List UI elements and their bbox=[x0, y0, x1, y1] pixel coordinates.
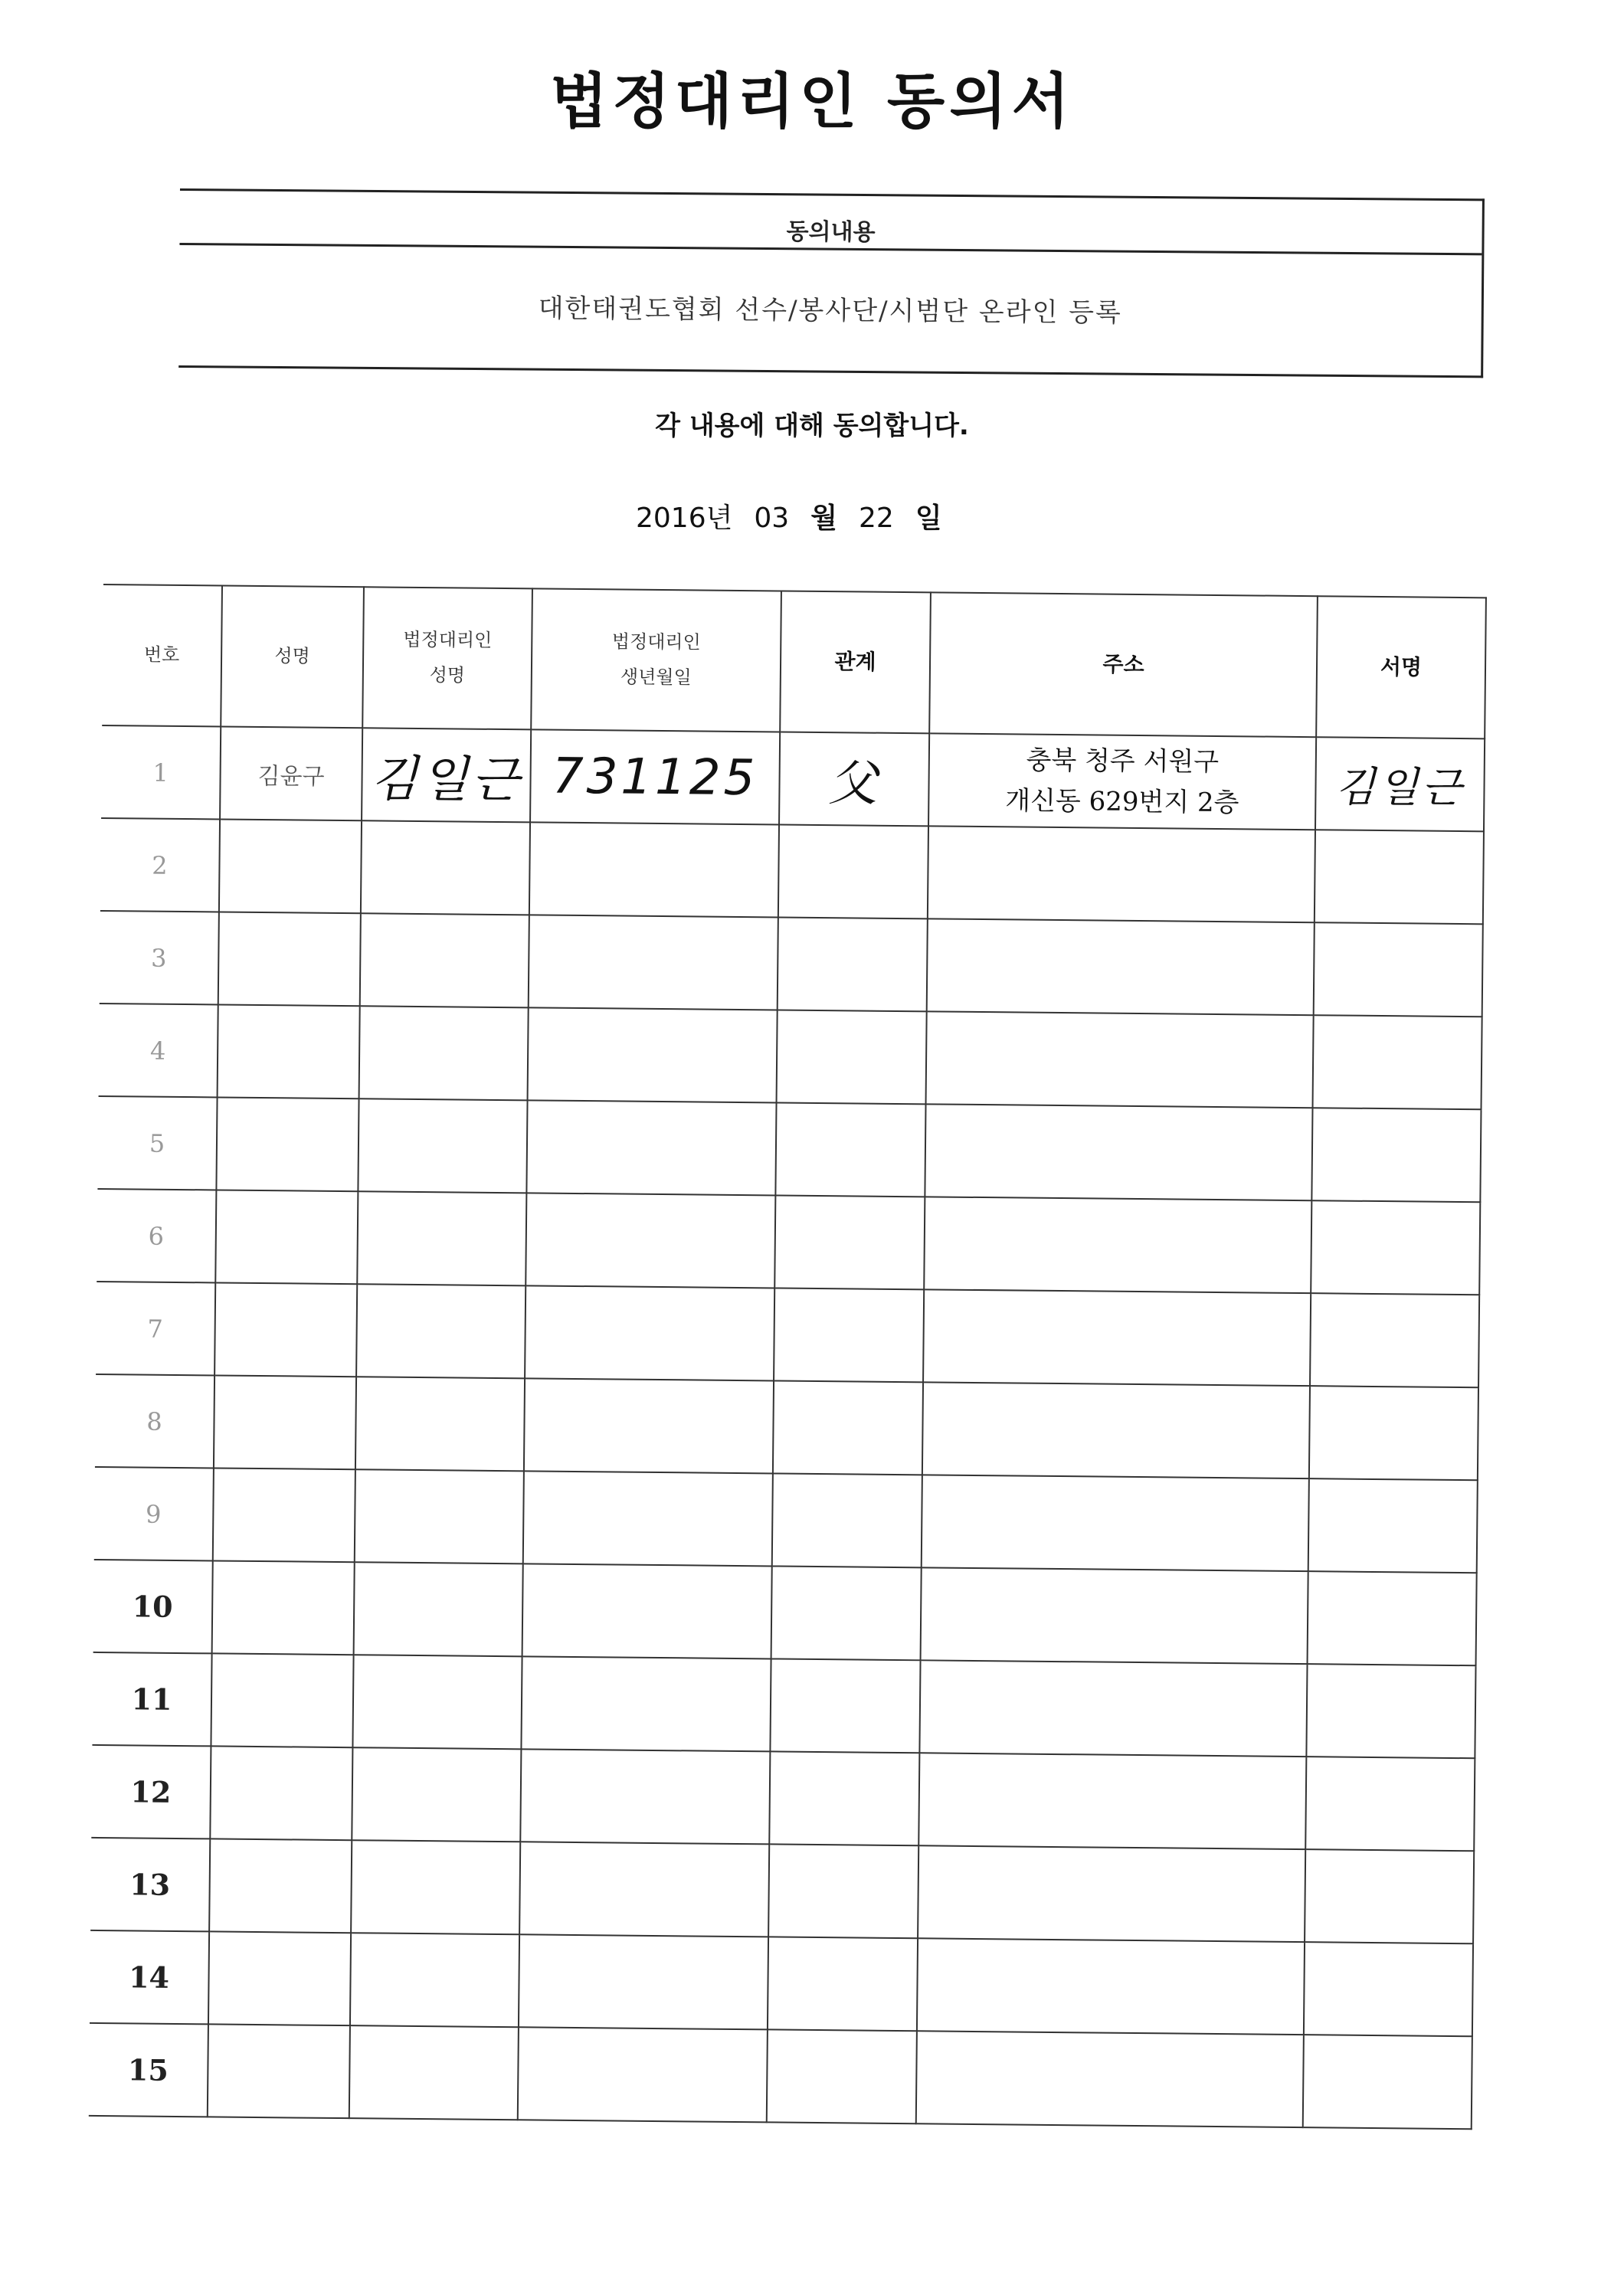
row-cell bbox=[1305, 1757, 1475, 1851]
date-month-unit: 월 bbox=[810, 503, 837, 534]
header-guardian-birth bbox=[531, 588, 781, 732]
row-cell bbox=[361, 820, 530, 915]
row-cell bbox=[1311, 1108, 1481, 1202]
row-cell bbox=[1311, 1200, 1480, 1295]
row-cell bbox=[771, 1566, 922, 1660]
table-row bbox=[95, 1374, 1478, 1480]
consent-content-box bbox=[178, 188, 1485, 378]
row-cell bbox=[927, 918, 1315, 1015]
row-cell bbox=[523, 1471, 773, 1566]
row-cell bbox=[1308, 1571, 1477, 1665]
row-cell bbox=[777, 1010, 927, 1104]
row-guardian-name-handwritten: 김일근 bbox=[362, 728, 531, 822]
row-cell bbox=[211, 1653, 353, 1747]
table-row bbox=[97, 1189, 1480, 1295]
row-cell bbox=[921, 1567, 1308, 1664]
row-number: 11 bbox=[92, 1652, 211, 1746]
row-number: 14 bbox=[90, 1930, 209, 2024]
row-cell bbox=[1313, 1015, 1482, 1109]
row-name: 김윤구 bbox=[220, 726, 362, 820]
row-cell bbox=[529, 915, 778, 1010]
row-cell bbox=[208, 2024, 350, 2118]
row-cell bbox=[916, 2031, 1304, 2127]
row-cell bbox=[774, 1195, 925, 1289]
row-address bbox=[928, 733, 1316, 830]
row-cell bbox=[1314, 922, 1483, 1017]
header-no: 번호 bbox=[102, 584, 222, 726]
row-cell bbox=[524, 1378, 774, 1473]
row-number: 10 bbox=[93, 1560, 213, 1653]
row-address-line2: 개신동 629번지 2층 bbox=[1005, 784, 1239, 818]
row-number: 5 bbox=[97, 1096, 217, 1190]
header-guardian-name-line2: 성명 bbox=[429, 664, 466, 686]
row-cell bbox=[918, 1753, 1306, 1849]
row-cell bbox=[528, 1007, 778, 1102]
row-cell bbox=[218, 1004, 360, 1099]
row-cell bbox=[358, 1099, 527, 1193]
row-cell bbox=[767, 2029, 917, 2123]
row-cell bbox=[519, 1842, 769, 1937]
row-cell bbox=[216, 1097, 359, 1191]
table-row bbox=[94, 1467, 1478, 1573]
row-cell bbox=[922, 1475, 1309, 1571]
row-cell bbox=[208, 1931, 351, 2025]
row-cell bbox=[1310, 1293, 1479, 1387]
row-cell bbox=[774, 1288, 924, 1382]
consent-text: 대한태권도협회 선수/봉사단/시범단 온라인 등록 bbox=[538, 293, 1123, 329]
table-row bbox=[91, 1745, 1475, 1851]
row-signature: 김일근 bbox=[1315, 737, 1485, 831]
row-cell bbox=[219, 819, 362, 913]
row-cell bbox=[352, 1747, 521, 1842]
row-cell bbox=[1306, 1664, 1475, 1758]
signature-table-wrap bbox=[89, 584, 1486, 2130]
row-number: 13 bbox=[90, 1838, 210, 1931]
date-year: 2016년 bbox=[636, 503, 733, 534]
row-cell bbox=[350, 1933, 519, 2027]
row-address-line1: 충북 청주 서원구 bbox=[1026, 745, 1220, 778]
row-cell bbox=[1304, 1942, 1473, 2036]
row-cell bbox=[522, 1563, 772, 1658]
table-row bbox=[97, 1096, 1481, 1202]
row-cell bbox=[214, 1375, 356, 1469]
row-cell bbox=[520, 1749, 770, 1844]
header-address: 주소 bbox=[929, 592, 1318, 737]
row-cell bbox=[917, 1938, 1305, 2035]
table-row bbox=[92, 1652, 1475, 1758]
row-number: 2 bbox=[100, 818, 220, 912]
row-cell bbox=[355, 1469, 524, 1563]
consent-date bbox=[636, 496, 942, 535]
row-cell bbox=[924, 1197, 1311, 1293]
row-number: 7 bbox=[96, 1282, 215, 1375]
header-signature: 서명 bbox=[1316, 596, 1486, 738]
row-number: 9 bbox=[94, 1467, 214, 1560]
row-cell bbox=[773, 1380, 923, 1475]
row-cell bbox=[215, 1190, 358, 1284]
row-number: 15 bbox=[89, 2023, 208, 2117]
row-cell bbox=[360, 913, 529, 1007]
row-number: 12 bbox=[91, 1745, 211, 1839]
row-number: 3 bbox=[100, 911, 219, 1004]
table-row bbox=[96, 1282, 1479, 1387]
agreement-statement: 각 내용에 대해 동의합니다. bbox=[655, 411, 969, 441]
row-number: 4 bbox=[99, 1004, 218, 1097]
row-cell bbox=[768, 1937, 918, 2031]
consent-header: 동의내용 bbox=[179, 206, 1482, 255]
row-cell bbox=[213, 1468, 355, 1562]
row-cell bbox=[918, 1845, 1305, 1942]
table-row bbox=[93, 1560, 1477, 1665]
row-cell bbox=[352, 1655, 522, 1749]
date-day: 22 bbox=[859, 503, 894, 534]
row-cell bbox=[1309, 1386, 1478, 1480]
row-cell bbox=[521, 1656, 771, 1751]
header-relation: 관계 bbox=[780, 591, 931, 733]
row-cell bbox=[209, 1839, 352, 1933]
row-cell bbox=[1305, 1849, 1474, 1943]
table-row bbox=[100, 818, 1484, 924]
row-cell bbox=[355, 1377, 525, 1471]
row-cell bbox=[928, 826, 1315, 922]
row-cell bbox=[778, 917, 928, 1011]
row-number: 1 bbox=[101, 725, 221, 819]
row-number: 6 bbox=[97, 1189, 216, 1282]
document-title: 법정대리인 동의서 bbox=[550, 67, 1074, 136]
row-cell bbox=[351, 1840, 520, 1934]
row-cell bbox=[218, 912, 361, 1006]
row-cell bbox=[769, 1751, 919, 1845]
row-cell bbox=[518, 2027, 768, 2122]
row-cell bbox=[526, 1193, 775, 1288]
row-cell bbox=[1303, 2035, 1472, 2129]
date-month: 03 bbox=[754, 503, 790, 534]
row-cell bbox=[1315, 830, 1484, 924]
row-cell bbox=[926, 1011, 1314, 1108]
row-cell bbox=[525, 1285, 774, 1380]
row-cell bbox=[778, 824, 928, 918]
table-row bbox=[100, 911, 1483, 1017]
header-guardian-birth-line2: 생년월일 bbox=[620, 666, 692, 689]
row-cell bbox=[772, 1473, 922, 1567]
table-row bbox=[90, 1838, 1474, 1943]
row-number: 8 bbox=[95, 1374, 214, 1468]
row-cell bbox=[768, 1844, 918, 1938]
table-row bbox=[99, 1004, 1482, 1109]
row-cell bbox=[919, 1660, 1307, 1757]
header-name: 성명 bbox=[221, 585, 364, 728]
row-cell bbox=[529, 822, 779, 917]
row-relation-handwritten: 父 bbox=[779, 732, 929, 826]
row-cell bbox=[775, 1102, 925, 1197]
table-row bbox=[89, 2023, 1472, 2129]
row-cell bbox=[925, 1104, 1312, 1200]
table-header-row bbox=[102, 584, 1486, 738]
row-cell bbox=[923, 1289, 1311, 1386]
row-cell bbox=[212, 1560, 355, 1655]
header-guardian-birth-line1: 법정대리인 bbox=[611, 630, 701, 653]
row-cell bbox=[354, 1562, 523, 1656]
row-cell bbox=[526, 1100, 776, 1195]
header-guardian-name bbox=[362, 587, 532, 729]
row-guardian-birth-handwritten: 731125 bbox=[530, 729, 780, 824]
row-cell bbox=[922, 1382, 1310, 1478]
row-cell bbox=[770, 1658, 920, 1753]
table-row bbox=[101, 725, 1485, 831]
row-cell bbox=[519, 1934, 768, 2029]
signature-table bbox=[89, 584, 1487, 2130]
row-cell bbox=[357, 1191, 526, 1285]
row-cell bbox=[214, 1282, 357, 1377]
row-cell bbox=[1308, 1478, 1478, 1573]
date-day-unit: 일 bbox=[915, 503, 942, 534]
row-cell bbox=[356, 1284, 526, 1378]
row-cell bbox=[210, 1746, 352, 1840]
table-row bbox=[90, 1930, 1473, 2036]
row-cell bbox=[359, 1006, 529, 1100]
header-guardian-name-line1: 법정대리인 bbox=[403, 629, 493, 652]
row-cell bbox=[349, 2025, 519, 2120]
